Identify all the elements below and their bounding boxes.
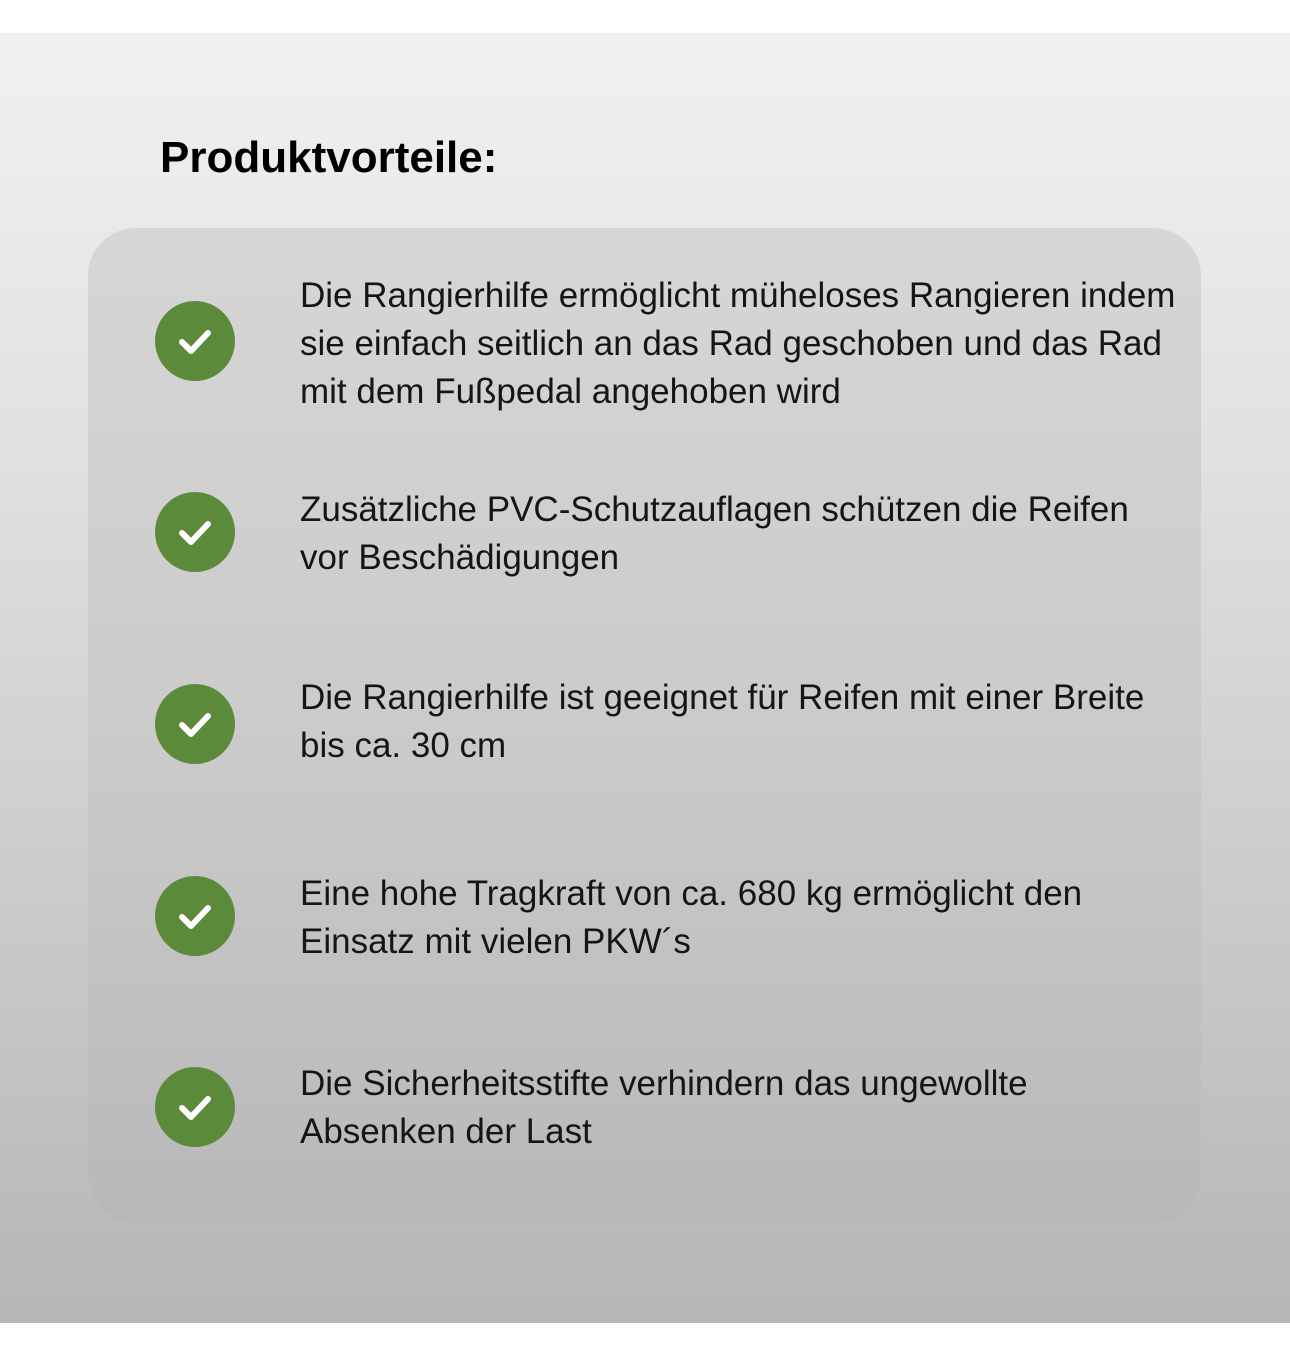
benefit-text: Die Rangierhilfe ermöglicht müheloses Rangieren indem sie einfach seitlich an das Rad geschoben und das Rad mit dem Fußpedal angehoben wird: [300, 276, 1176, 411]
checkmark-icon: [155, 492, 235, 572]
benefit-text: Die Rangierhilfe ist geeignet für Reifen mit einer Breite bis ca. 30 cm: [300, 678, 1145, 765]
page-title: Produktvorteile:: [160, 133, 498, 182]
checkmark-icon: [155, 876, 235, 956]
checkmark-icon: [155, 1067, 235, 1147]
checkmark-icon: [155, 301, 235, 381]
benefit-text: Eine hohe Tragkraft von ca. 680 kg ermöglicht den Einsatz mit vielen PKW´s: [300, 874, 1083, 961]
checkmark-icon: [155, 684, 235, 764]
benefit-text: Zusätzliche PVC-Schutzauflagen schützen die Reifen vor Beschädigungen: [300, 490, 1129, 577]
benefit-text: Die Sicherheitsstifte verhindern das ungewollte Absenken der Last: [300, 1064, 1028, 1151]
benefits-card: [88, 228, 1201, 1223]
background-panel: [0, 33, 1290, 1323]
